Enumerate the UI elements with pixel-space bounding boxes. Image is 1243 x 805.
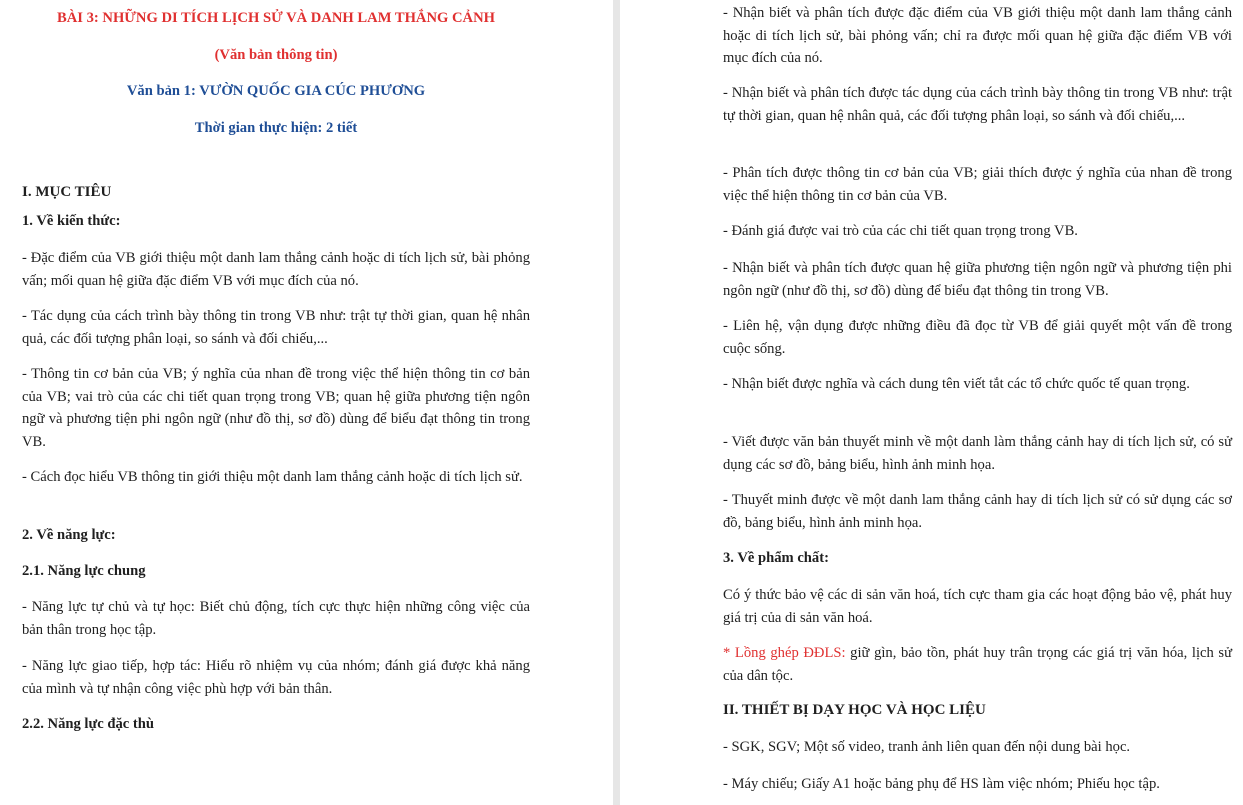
specific-paragraph-9[interactable]: - Thuyết minh được về một danh lam thắng cảnh hay di tích lịch sử có sử dụng các sơ đồ, bảng biểu, hình ảnh minh họa. <box>723 492 1232 531</box>
subheading-general-competence[interactable]: 2.1. Năng lực chung <box>22 563 146 579</box>
subheading-competence[interactable]: 2. Về năng lực: <box>22 527 116 543</box>
knowledge-paragraph-4[interactable]: - Cách đọc hiểu VB thông tin giới thiệu một danh lam thắng cảnh hoặc di tích lịch sử. <box>22 469 523 485</box>
section-heading-objectives[interactable]: I. MỤC TIÊU <box>22 184 112 200</box>
specific-paragraph-3[interactable]: - Phân tích được thông tin cơ bản của VB; giải thích được ý nghĩa của nhan đề trong việc thể hiện thông tin cơ bản của VB. <box>723 165 1232 204</box>
subheading-quality[interactable]: 3. Về phẩm chất: <box>723 550 829 566</box>
knowledge-paragraph-3[interactable]: - Thông tin cơ bản của VB; ý nghĩa của nhan đề trong việc thể hiện thông tin cơ bản của VB; vai trò của các chi tiết quan trọng trong VB; quan hệ giữa phương tiện ngôn ngữ và phương tiện phi ngôn ngữ (như đồ thị, sơ đồ) dùng để biểu đạt thông tin trong VB. <box>22 366 530 450</box>
specific-paragraph-6[interactable]: - Liên hệ, vận dụng được những điều đã đọc từ VB để giải quyết một vấn đề trong cuộc sống. <box>723 318 1232 357</box>
lesson-title[interactable]: BÀI 3: NHỮNG DI TÍCH LỊCH SỬ VÀ DANH LAM THẮNG CẢNH <box>57 10 495 26</box>
specific-paragraph-8[interactable]: - Viết được văn bản thuyết minh về một danh làm thắng cảnh hay di tích lịch sử, có sử dụng các sơ đồ, bảng biểu, hình ảnh minh họa. <box>723 434 1232 473</box>
specific-paragraph-7[interactable]: - Nhận biết được nghĩa và cách dung tên viết tắt các tổ chức quốc tế quan trọng. <box>723 376 1190 392</box>
document-page-left <box>0 0 613 805</box>
equipment-paragraph-2[interactable]: - Máy chiếu; Giấy A1 hoặc bảng phụ để HS làm việc nhóm; Phiếu học tập. <box>723 776 1160 792</box>
duration-label[interactable]: Thời gian thực hiện: 2 tiết <box>194 120 358 136</box>
subheading-knowledge[interactable]: 1. Về kiến thức: <box>22 213 121 229</box>
general-competence-paragraph-2[interactable]: - Năng lực giao tiếp, hợp tác: Hiểu rõ nhiệm vụ của nhóm; đánh giá được khả năng của mình và tự nhận công việc phù hợp với bản thân. <box>22 658 530 697</box>
knowledge-paragraph-1[interactable]: - Đặc điểm của VB giới thiệu một danh lam thắng cảnh hoặc di tích lịch sử, bài phỏng vấn; mối quan hệ giữa đặc điểm VB với mục đích của nó. <box>22 250 530 289</box>
section-heading-equipment[interactable]: II. THIẾT BỊ DẠY HỌC VÀ HỌC LIỆU <box>723 702 986 718</box>
specific-paragraph-4[interactable]: - Đánh giá được vai trò của các chi tiết quan trọng trong VB. <box>723 223 1078 239</box>
knowledge-paragraph-2[interactable]: - Tác dụng của cách trình bày thông tin trong VB như: trật tự thời gian, quan hệ nhân quả, các đối tượng phân loại, so sánh và đối chiếu,... <box>22 308 530 347</box>
general-competence-paragraph-1[interactable]: - Năng lực tự chủ và tự học: Biết chủ động, tích cực thực hiện những công việc của bản thân trong học tập. <box>22 599 530 638</box>
reading-title[interactable]: Văn bản 1: VƯỜN QUỐC GIA CÚC PHƯƠNG <box>126 83 426 99</box>
specific-paragraph-5[interactable]: - Nhận biết và phân tích được quan hệ giữa phương tiện ngôn ngữ và phương tiện phi ngôn ngữ (như đồ thị, sơ đồ) dùng để biểu đạt thông tin trong VB. <box>723 260 1232 299</box>
subheading-specific-competence[interactable]: 2.2. Năng lực đặc thù <box>22 716 155 732</box>
integration-text: giữ gìn, bảo tồn, phát huy trân trọng các giá trị văn hóa, lịch sử của dân tộc. <box>723 645 1232 684</box>
quality-paragraph[interactable]: Có ý thức bảo vệ các di sản văn hoá, tích cực tham gia các hoạt động bảo vệ, phát huy giá trị của di sản văn hoá. <box>723 587 1232 626</box>
integration-paragraph[interactable] <box>723 642 1232 687</box>
text-type-label[interactable]: (Văn bản thông tin) <box>214 47 338 63</box>
specific-paragraph-1[interactable]: - Nhận biết và phân tích được đặc điểm của VB giới thiệu một danh lam thắng cảnh hoặc di tích lịch sử, bài phỏng vấn; chỉ ra được mối quan hệ giữa đặc điểm VB với mục đích của nó. <box>723 5 1232 66</box>
document-page-right <box>620 0 1243 805</box>
integration-label: * Lồng ghép ĐĐLS: <box>723 645 846 661</box>
equipment-paragraph-1[interactable]: - SGK, SGV; Một số video, tranh ảnh liên quan đến nội dung bài học. <box>723 739 1131 755</box>
specific-paragraph-2[interactable]: - Nhận biết và phân tích được tác dụng của cách trình bày thông tin trong VB như: trật tự thời gian, quan hệ nhân quả, các đối tượng phân loại, so sánh và đối chiếu,... <box>723 85 1232 124</box>
